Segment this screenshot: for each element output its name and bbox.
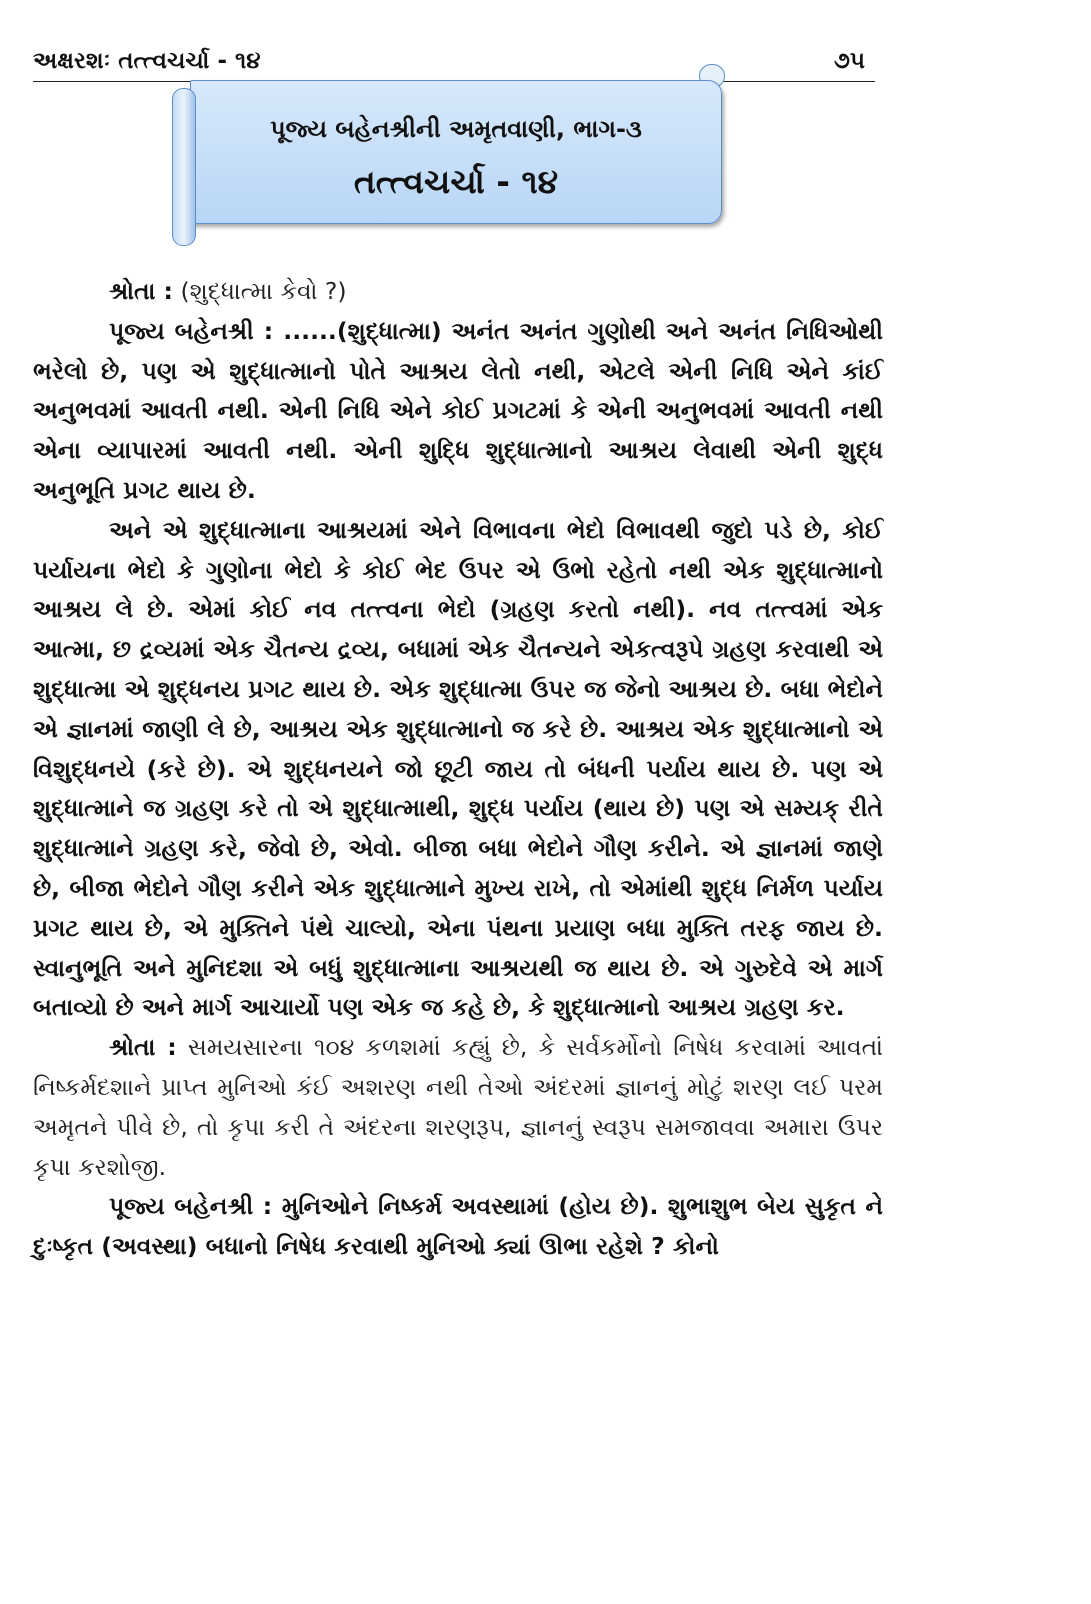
header-title: અક્ષરશઃ તત્ત્વચર્ચા - ૧૪ <box>33 48 261 74</box>
body-text <box>33 272 883 1267</box>
paragraph-text: મુનિઓને નિષ્કર્મ અવસ્થામાં (હોય છે). શુભાશુભ બેય સુકૃત ને દુઃષ્કૃત (અવસ્થા) બધાનો નિષેધ કરવાથી મુનિઓ ક્યાં ઊભા રહેશે ? કોનો <box>33 1192 883 1261</box>
scroll-banner-left-roll <box>172 88 196 246</box>
paragraph-answer-3 <box>33 1187 883 1267</box>
speaker-label: શ્રોતા : <box>109 1033 177 1062</box>
paragraph-listener-question-1 <box>33 272 883 312</box>
paragraph-text: (શુદ્ધાત્મા કેવો ?) <box>180 277 347 305</box>
chapter-title: તત્ત્વચર્ચા - ૧૪ <box>353 162 559 201</box>
running-header <box>33 46 875 76</box>
paragraph-answer-2 <box>33 511 883 1028</box>
paragraph-answer-1 <box>33 312 883 511</box>
page-number: ૭૫ <box>833 48 865 74</box>
speaker-label: શ્રોતા : <box>109 277 173 305</box>
speaker-label: પૂજ્ય બહેનશ્રી : <box>109 316 274 345</box>
title-scroll-banner <box>190 80 722 224</box>
paragraph-text: અને એ શુદ્ધાત્માના આશ્રયમાં એને વિભાવના ભેદો વિભાવથી જુદો પડે છે, કોઈ પર્યાયના ભેદો કે ગુણોના ભેદો કે કોઈ ભેદ ઉપર એ ઉભો રહેતો નથી એક શુદ્ધાત્માનો આશ્રય લે છે. એમાં કોઈ નવ તત્ત્વના ભેદો (ગ્રહણ કરતો નથી). નવ તત્ત્વમાં એક આત્મા, છ દ્રવ્યમાં એક ચૈતન્ય દ્રવ્ય, બધામાં એક ચૈતન્યને એકત્વરૂપે ગ્રહણ કરવાથી એ શુદ્ધાત્મા એ શુદ્ધનય પ્રગટ થાય છે. એક શુદ્ધાત્મા ઉપર જ જેનો આશ્રય છે. બધા ભેદોને એ જ્ઞાનમાં જાણી લે છે, આશ્રય એક શુદ્ધાત્માનો જ કરે છે. આશ્રય એક શુદ્ધાત્માનો એ વિશુદ્ધનયે (કરે છે). એ શુદ્ધનયને જો છૂટી જાય તો બંધની પર્યાય થાય છે. પણ એ શુદ્ધાત્માને જ ગ્રહણ કરે તો એ શુદ્ધાત્માથી, શુદ્ધ પર્યાય (થાય છે) પણ એ સમ્યક્ રીતે શુદ્ધાત્માને ગ્રહણ કરે, જેવો છે, એવો. બીજા બધા ભેદોને ગૌણ કરીને. એ જ્ઞાનમાં જાણે છે, બીજા ભેદોને ગૌણ કરીને એક શુદ્ધાત્માને મુખ્ય રાખે, તો એમાંથી શુદ્ધ નિર્મળ પર્યાય પ્રગટ થાય છે, એ મુક્તિને પંથે ચાલ્યો, એના પંથના પ્રયાણ બધા મુક્તિ તરફ જાય છે. સ્વાનુભૂતિ અને મુનિદશા એ બધું શુદ્ધાત્માના આશ્રયથી જ થાય છે. એ ગુરુદેવે એ માર્ગ બતાવ્યો છે અને માર્ગ આચાર્યો પણ એક જ કહે છે, કે શુદ્ધાત્માનો આશ્રય ગ્રહણ કર. <box>33 515 883 1022</box>
series-subtitle: પૂજ્ય બહેનશ્રીની અમૃતવાણી, ભાગ-૩ <box>270 115 642 143</box>
paragraph-text: સમયસારના ૧૦૪ કળશમાં કહ્યું છે, કે સર્વકર્મોનો નિષેધ કરવામાં આવતાં નિષ્કર્મદશાને પ્રાપ્ત મુનિઓ કંઈ અશરણ નથી તેઓ અંદરમાં જ્ઞાનનું મોટું શરણ લઈ પરમ અમૃતને પીવે છે, તો કૃપા કરી તે અંદરના શરણરૂપ, જ્ઞાનનું સ્વરૂપ સમજાવવા અમારા ઉપર કૃપા કરશોજી. <box>33 1033 883 1181</box>
paragraph-text: ......(શુદ્ધાત્મા) અનંત અનંત ગુણોથી અને અનંત નિધિઓથી ભરેલો છે, પણ એ શુદ્ધાત્માનો પોતે આશ્રય લેતો નથી, એટલે એની નિધિ એને કાંઈ અનુભવમાં આવતી નથી. એની નિધિ એને કોઈ પ્રગટમાં કે એની અનુભવમાં આવતી નથી એના વ્યાપારમાં આવતી નથી. એની શુદ્ધિ શુદ્ધાત્માનો આશ્રય લેવાથી એની શુદ્ધ અનુભૂતિ પ્રગટ થાય છે. <box>33 316 884 504</box>
speaker-label: પૂજ્ય બહેનશ્રી : <box>109 1192 273 1221</box>
paragraph-listener-question-2 <box>33 1028 883 1187</box>
